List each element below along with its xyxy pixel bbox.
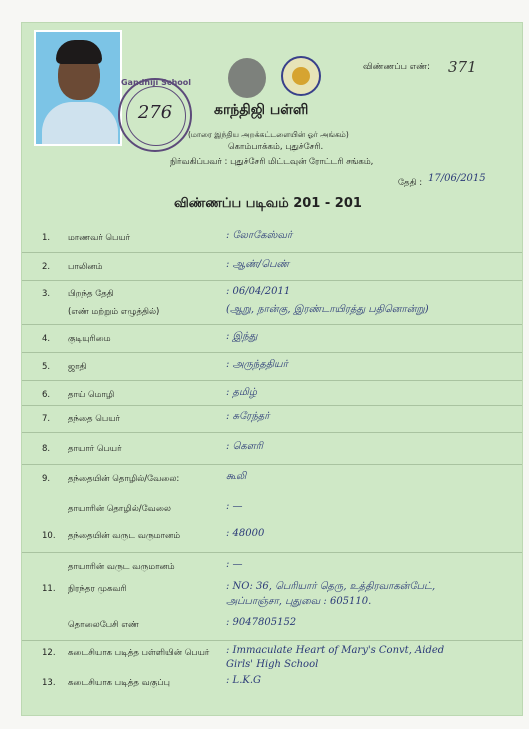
field-label: தாயாரின் தொழில்/வேலை [68,504,171,514]
field-value: : 9047805152 [226,617,297,628]
field-value: : இந்து [226,331,258,342]
field-number: 12. [42,648,56,658]
application-number-label: விண்ணப்ப எண்: [363,62,430,72]
field-number: 1. [42,233,51,243]
row-divider [22,352,522,353]
field-value: Girls' High School [226,659,319,670]
school-address: கொம்பாக்கம், புதுச்சேரி. [228,142,324,152]
row-divider [22,640,522,641]
school-name: காந்திஜி பள்ளி [214,102,309,118]
application-number: 371 [448,58,477,76]
field-label: தந்தையின் வருட வருமானம் [68,531,181,541]
field-number: 10. [42,531,56,541]
field-value: (ஆறு, நான்கு, இரண்டாயிரத்து பதினொன்று) [226,304,429,315]
field-label: தந்தை பெயர் [68,414,120,424]
field-label: தந்தையின் தொழில்/வேலை: [68,474,180,484]
field-number: 5. [42,362,51,372]
field-value: : — [226,559,243,570]
field-label: தாயார் பெயர் [68,444,122,454]
field-label: தொலைபேசி எண் [68,620,139,630]
stamp-number: 276 [137,102,173,123]
field-label: பாலினம் [68,262,103,272]
field-number: 6. [42,390,51,400]
rotary-logo [281,56,321,96]
field-value: : தமிழ் [226,387,257,398]
school-stamp [118,78,192,152]
row-divider [22,552,522,553]
field-value: : அருந்ததியர் [226,359,288,370]
field-value: : — [226,501,243,512]
student-photo [34,30,122,146]
field-label: குடியுரிமை [68,334,111,344]
field-label: நிரந்தர முகவரி [68,584,127,594]
field-value: : 06/04/2011 [226,286,291,297]
field-label: மாணவர் பெயர் [68,233,131,243]
form-title: விண்ணப்ப படிவம் 201 - 201 [174,196,362,211]
field-value: கூலி [226,471,247,482]
field-value: : NO: 36, பெரியார் தெரு, உத்திரவாகன்பேட், [226,581,436,592]
field-value: : கௌரி [226,441,263,452]
field-number: 9. [42,474,51,484]
field-number: 13. [42,678,56,688]
field-label: கடைசியாக படித்த பள்ளியின் பெயர் [68,648,210,658]
field-number: 8. [42,444,51,454]
field-value: : லோகேஸ்வர் [226,230,293,241]
gandhi-logo [228,58,266,98]
row-divider [22,380,522,381]
date-label: தேதி : [398,178,423,188]
field-value: : சுரேந்தர் [226,411,270,422]
row-divider [22,280,522,281]
field-label: தாயாரின் வருட வருமானம் [68,562,175,572]
field-label: கடைசியாக படித்த வகுப்பு [68,678,170,688]
field-label: (எண் மற்றும் எழுத்தில்) [68,307,160,317]
row-divider [22,432,522,433]
field-label: தாய் மொழி [68,390,115,400]
date-value: 17/06/2015 [428,173,486,184]
field-number: 7. [42,414,51,424]
field-value: : L.K.G [226,675,262,686]
field-value: அப்பாஞ்சா, புதுவை : 605110. [226,596,372,607]
row-divider [22,405,522,406]
administrator-text: நிர்வகிப்பவர் : புதுச்சேரி மிட்டவுன் ரோட்டரி சங்கம், [170,157,374,167]
field-value: : ஆண்/பெண் [226,259,290,270]
field-number: 2. [42,262,51,272]
field-number: 3. [42,289,51,299]
stamp-text: Gandhiji School [120,78,192,87]
field-value: : 48000 [226,528,265,539]
field-number: 4. [42,334,51,344]
row-divider [22,252,522,253]
affiliation-text: (மாரை இந்திய அறக்கட்டளையின் ஓர் அங்கம்) [188,130,349,139]
field-label: பிறந்த தேதி [68,289,114,299]
field-label: ஜாதி [68,362,87,372]
row-divider [22,324,522,325]
field-number: 11. [42,584,56,594]
row-divider [22,464,522,465]
field-value: : Immaculate Heart of Mary's Convt, Aided [226,645,445,656]
